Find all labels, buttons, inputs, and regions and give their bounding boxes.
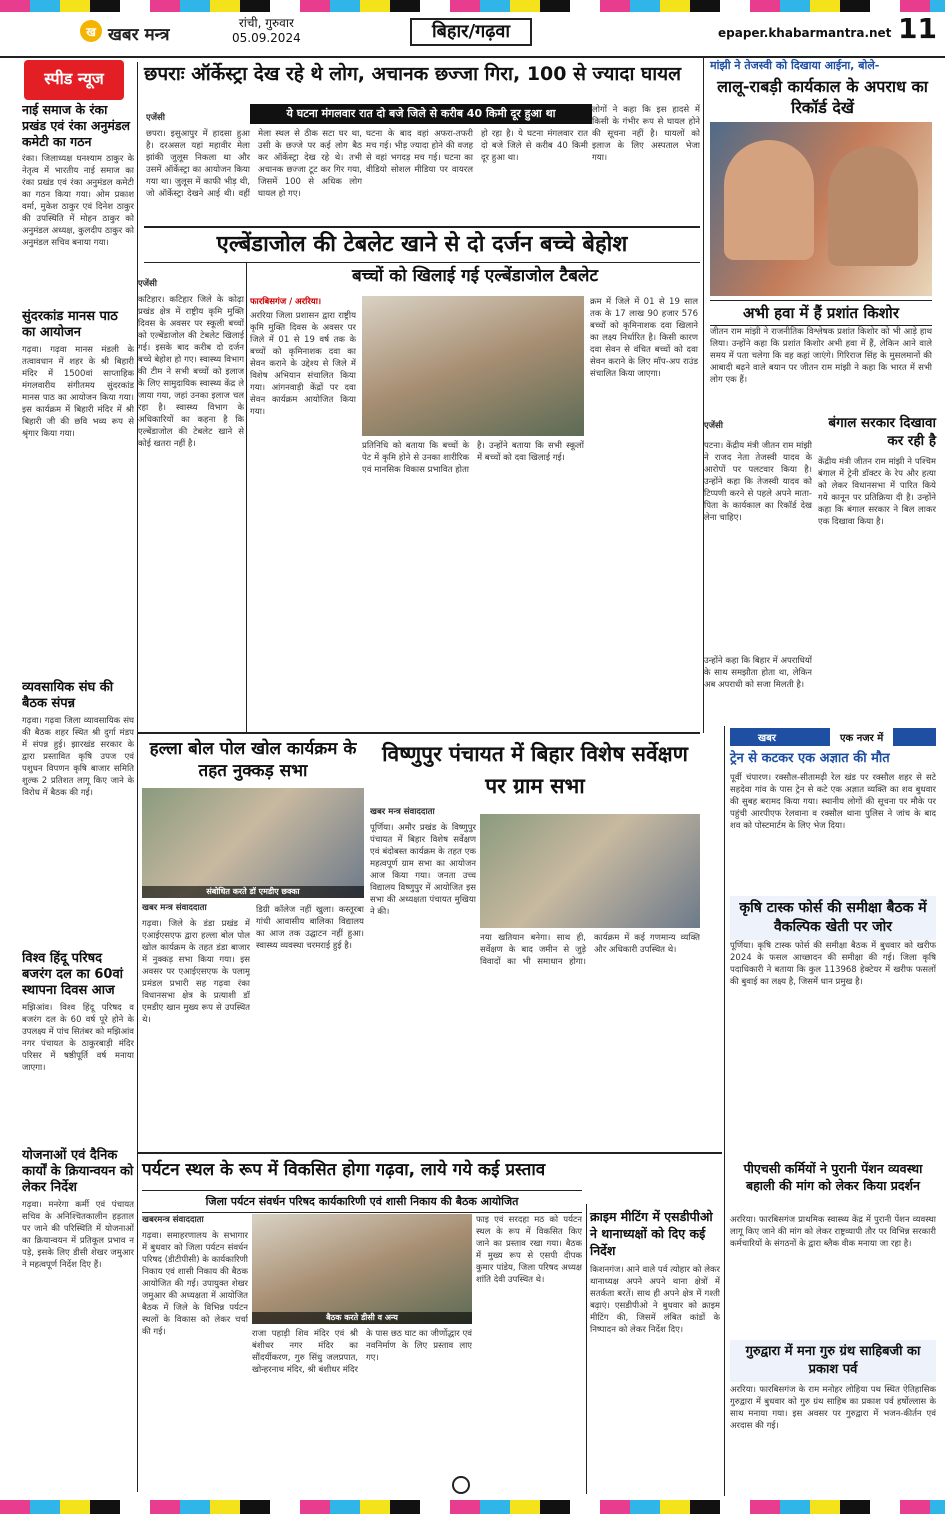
albendazole-dateline: एजेंसी <box>138 279 157 289</box>
halla-body: गढ़वा। जिले के डंडा प्रखंड में एआईएसएफ द्वारा हल्ला बोल पोल खोल कार्यक्रम के तहत डंडा बाजार में नुक्कड़ सभा किया गया। इस अवसर पर एआईएसएफ के पलामू प्रमंडल प्रभारी सह गढ़वा रंका विधानसभा क्षेत्र के प्रत्याशी डॉ एमडीए खान मुख्य रूप से उपस्थित थे। <box>142 919 250 1025</box>
tourism-body-3: फाइ एवं सरदहा मठ को पर्यटन स्थल के रूप में विकसित किए जाने का प्रस्ताव रखा गया। बैठक में मुख्य रूप से एसपी दीपक कुमार पांडेय, जिला परिषद अध्यक्ष शांति देवी उपस्थित थे। <box>476 1215 582 1285</box>
gurudwara-headline: गुरुद्वारा में मना गुरु ग्रंथ साहिबजी का प्रकाश पर्व <box>730 1340 936 1382</box>
bengal-headline: बंगाल सरकार दिखावा कर रही है <box>828 415 936 449</box>
tejashwi-portrait <box>724 140 814 260</box>
araria-dateline: फारबिसगंज / अररिया। <box>250 297 322 307</box>
page-header <box>0 12 945 58</box>
date: 05.09.2024 <box>232 31 301 45</box>
albendazole-headline: एल्बेंडाजोल की टेबलेट खाने से दो दर्जन बच्चे बेहोश <box>144 226 700 263</box>
bengal-body: केंद्रीय मंत्री जीतन राम मांझी ने पश्चिम बंगाल में ट्रेनी डॉक्टर के रेप और हत्या को लेकर विधानसभा में पारित किये गये कानून पर प्रतिक्रिया दी है। उन्होंने कहा कि बंगाल सरकार ने बिल लाकर एक दिखावा किया है। <box>818 457 936 527</box>
crime-headline: क्राइम मीटिंग में एसडीपीओ ने थानाध्यक्षों को दिए कई निर्देश <box>590 1209 713 1258</box>
manjhi-body-2: पटना। केंद्रीय मंत्री जीतन राम मांझी ने राजद नेता तेजस्वी यादव के आरोपों पर पलटवार किया है। उन्होंने कहा कि तेजस्वी यादव को टिप्पणी करने से पहले अपने माता-पिता के कार्यकाल का रिकॉर्ड देख लेना चाहिए। <box>704 441 812 523</box>
right-rule-2 <box>724 726 725 1496</box>
date-line <box>232 16 301 46</box>
halla-body-2: डिग्री कॉलेज नहीं खुला। कस्तूरबा गांधी आवासीय बालिका विद्यालय का आज तक उद्घाटन नहीं हुआ। स्वास्थ्य व्यवस्था चरमराई हुई है। <box>256 905 364 951</box>
chhapra-body-1: छपरा। इसुआपुर में हादसा हुआ है। दरअसल यहां महावीर मेला झांकी जुलूस निकला था और उसमें ऑर्केस्ट्रा का आयोजन किया गया था। जुलूस में काफी भीड़ थी, जो ऑर्केस्ट्रा देखने आई थी। वहीं मेला स्थल से ठीक सटा घर था, उसी के छज्जे पर कई लोग बैठ कर ऑर्केस्ट्रा देख रहे थे। तभी अचानक छज्जा टूट कर गिर गया, जिसमें 100 से अधिक लोग घायल हो गए। <box>146 129 362 199</box>
right-rule <box>703 58 704 733</box>
vyavsayik-body: गढ़वा। गढ़वा जिला व्यावसायिक संघ की बैठक शहर स्थित श्री दुर्गा मंडप में संपन्न हुई। झारखंड सरकार के द्वारा प्रस्तावित कृषि उपज एवं पशुधन विपणन कृषि बाजार समिति शुल्क 2 प्रतिशत लागू किए जाने के विरोध में बैठक की गई। <box>22 716 134 798</box>
vishnupur-body: पूर्णिया। अमौर प्रखंड के विष्णुपुर पंचायत में बिहार विशेष सर्वेक्षण एवं बंदोबस्त कार्यक्रम के तहत एक महत्वपूर्ण ग्राम सभा का आयोजन आज किया गया। जनता उच्च विद्यालय विष्णुपुर में आयोजित इस सभा की अध्यक्षता पंचायत मुखिया ने की। <box>370 823 476 917</box>
left-column <box>22 102 134 1497</box>
vyavsayik-headline: व्यवसायिक संघ की बैठक संपन्न <box>22 680 114 711</box>
araria-body: अररिया जिला प्रशासन द्वारा राष्ट्रीय कृमि मुक्ति दिवस के अवसर पर जिले में 01 से 19 वर्ष तक के बच्चों को कृमिनाशक दवा का सेवन कराने के उद्देश्य से जिले में विशेष अभियान संचालित किया गया। आंगनवाड़ी केंद्रों पर दवा सेवन कार्यक्रम आयोजित किया गया। <box>250 311 356 417</box>
manjhi-portrait <box>828 146 918 266</box>
tourism-rule <box>138 1152 722 1154</box>
column-rule <box>137 62 138 1492</box>
pension-headline: पीएचसी कर्मियों ने पुरानी पेंशन व्यवस्था बहाली की मांग को लेकर किया प्रदर्शन <box>743 1161 923 1193</box>
ek-nazar-khabar: खबर <box>758 733 776 744</box>
train-body: पूर्वी चंपारण। रक्सौल-सीतामढ़ी रेल खंड पर रक्सौल शहर से सटे सहदेवा गांव के पास ट्रेन से कटे एक अज्ञात व्यक्ति का शव बुधवार की सुबह बरामद किया गया। स्थानीय लोगों की सूचना पर मौके पर पहुंची आरपीएफ रेलवाना व रक्सौल थाना पुलिस ने जांच के बाद शव को पोस्टमार्टम के लिए भेज दिया। <box>730 773 936 831</box>
manjhi-photo <box>710 122 932 296</box>
section-title: बिहार/गढ़वा <box>410 18 532 46</box>
col-rule-2 <box>246 262 247 732</box>
manjhi-body-3: उन्होंने कहा कि बिहार में अपराधियों के साथ समझौता होता था, लेकिन अब अपराधी को सजा मिलती है। <box>704 656 812 690</box>
nai-samaj-body: रंका। जिलाध्यक्ष घनश्याम ठाकुर के नेतृत्व में भारतीय नाई समाज का रंका प्रखंड एवं रंका अनुमंडल कमेटी का गठन किया गया। ओम प्रकाश वर्मा, मुकेश ठाकुर एवं दिनेश ठाकुर की उपस्थिति में मोहन ठाकुर को अनुमंडल अध्यक्ष, कुलदीप ठाकुर को अनुमंडल सचिव बनाया गया। <box>22 154 134 248</box>
city-day: रांची, गुरुवार <box>238 16 294 30</box>
brand-logo: ख <box>80 20 102 42</box>
brand-name: खबर मन्त्र <box>108 25 170 45</box>
manjhi-headline: लालू-राबड़ी कार्यकाल के अपराध का रिकॉर्ड देखें <box>717 77 928 117</box>
gurudwara-body: अररिया। फारबिसगंज के राम मनोहर लोहिया पथ स्थित ऐतिहासिक गुरुद्वारा में बुधवार को गुरु ग्रंथ साहिब का प्रकाश पर्व हर्षोल्लास के साथ मनाया गया। इस अवसर पर गुरुद्वारा में भजन-कीर्तन एवं अरदास की गई। <box>730 1385 936 1431</box>
tourism-body-2: राजा पहाड़ी शिव मंदिर एवं श्री बंशीधर नगर मंदिर का सौंदर्यीकरण, गुरु सिंधु जलप्रपात, खोन्हरनाथ मंदिर, श्री बंशीधर मंदिर के पास छठ घाट का जीर्णोद्धार एवं नवनिर्माण के लिए प्रस्ताव लाए गए। <box>252 1329 472 1375</box>
registration-bar-top <box>0 0 945 12</box>
tourism-strap: जिला पर्यटन संवर्धन परिषद कार्यकारिणी एवं शासी निकाय की बैठक आयोजित <box>142 1190 582 1213</box>
ek-nazar-label: एक नजर में <box>830 728 893 746</box>
albendazole-body: कटिहार। कटिहार जिले के कोढ़ा प्रखंड क्षेत्र में राष्ट्रीय कृमि मुक्ति दिवस के अवसर पर स्कूली बच्चों को एल्बेंडाजोल की टेबलेट खिलाई गई। इसके बाद करीब दो दर्जन बच्चे बेहोश हो गए। स्वास्थ्य विभाग की टीम ने सभी बच्चों को इलाज के लिए सामुदायिक स्वास्थ्य केंद्र ले जाया गया, जहां उनका इलाज चल रहा है। स्वास्थ्य विभाग के अधिकारियों का कहना है कि एल्बेंडाजोल की टेबलेट खाने से कोई खतरा नहीं है। <box>138 295 244 449</box>
yojana-headline: योजनाओं एवं दैनिक कार्यों के क्रियान्वयन को लेकर निर्देश <box>22 1148 134 1195</box>
araria-headline: बच्चों को खिलाई गई एल्बेंडाजोल टैबलेट <box>351 266 599 286</box>
tourism-headline: पर्यटन स्थल के रूप में विकसित होगा गढ़वा, लाये गये कई प्रस्ताव <box>142 1160 546 1180</box>
vhp-body: मझिआंव। विश्व हिंदू परिषद व बजरंग दल के 60 वर्ष पूरे होने के उपलक्ष्य में पांच सितंबर को मझिआंव नगर पंचायत के ठाकुरबाड़ी मंदिर परिसर में षष्ठीपूर्ति वर्ष मनाया जाएगा। <box>22 1003 134 1073</box>
ek-nazar-banner <box>730 728 936 746</box>
tourism-photo <box>252 1214 472 1324</box>
vishnupur-photo <box>480 814 700 928</box>
vishnupur-dateline: खबर मन्त्र संवाददाता <box>370 807 435 817</box>
vishnupur-body-2: नया खतियान बनेगा। साथ ही, सर्वेक्षण के बाद जमीन से जुड़े विवादों का भी समाधान होगा। कार्यक्रम में कई गणमान्य व्यक्ति और अधिकारी उपस्थित थे। <box>480 933 700 967</box>
krishi-body: पूर्णिया। कृषि टास्क फोर्स की समीक्षा बैठक में बुधवार को खरीफ 2024 के फसल आच्छादन की समीक्षा की गई। जिला कृषि पदाधिकारी ने बताया कि कुल 113968 हेक्टेयर में खरीफ फसलों की बुवाई का लक्ष्य है, जिसमें धान प्रमुख है। <box>730 941 936 987</box>
crosshair-icon <box>452 1476 470 1494</box>
vhp-headline: विश्व हिंदू परिषद बजरंग दल का 60वां स्थापना दिवस आज <box>22 951 124 998</box>
registration-bar-bottom <box>0 1500 945 1514</box>
chhapra-strap: ये घटना मंगलवार रात दो बजे जिले से करीब 40 किमी दूर हुआ था <box>250 104 592 124</box>
vishnupur-headline: विष्णुपुर पंचायत में बिहार विशेष सर्वेक्षण पर ग्राम सभा <box>382 742 688 798</box>
chhapra-body-2: घटना के बाद वहां अफरा-तफरी मच गई। भीड़ ज्यादा होने की वजह से वहां भगदड़ मच गई। घटना का वीडियो सोशल मीडिया पर वायरल हो रहा है। ये घटना मंगलवार रात दो बजे जिले से करीब 40 किमी दूर हुआ था। <box>366 129 588 175</box>
crime-body: किशनगंज। आने वाले पर्व त्योहार को लेकर थानाध्यक्ष अपने अपने थाना क्षेत्रों में सतर्कता बरतें। साथ ही अपने क्षेत्र में गश्ती बढ़ाएं। एसडीपीओ ने बुधवार को क्राइम मीटिंग की, जिसमें लंबित कांडों के निष्पादन को लेकर निर्देश दिए। <box>590 1265 720 1335</box>
halla-dateline: खबर मन्त्र संवाददाता <box>142 903 207 913</box>
sundarkand-body: गढ़वा। गढ़वा मानस मंडली के तत्वावधान में शहर के श्री बिहारी मंदिर में 1500वां साप्ताहिक मंगलवारीय संगीतमय सुंदरकांड मानस पाठ का आयोजन किया गया। इस कार्यक्रम में बिहारी मंदिर में श्री बिहारी जी की छवि भव्य रूप से श्रृंगार किया गया। <box>22 345 134 439</box>
sundarkand-headline: सुंदरकांड मानस पाठ का आयोजन <box>22 309 118 340</box>
nai-samaj-headline: नाई समाज के रंका प्रखंड एवं रंका अनुमंडल कमेटी का गठन <box>22 102 131 149</box>
tourism-body: गढ़वा। समाहरणालय के सभागार में बुधवार को जिला पर्यटन संवर्धन परिषद (डीटीपीसी) के कार्यकारिणी निकाय एवं शासी निकाय की बैठक आयोजित की गई। उपायुक्त शेखर जमुआर की अध्यक्षता में आयोजित बैठक में जिले के विभिन्न पर्यटन स्थलों के विकास को लेकर चर्चा की गई। <box>142 1231 248 1337</box>
manjhi-body: जीतन राम मांझी ने राजनीतिक विश्लेषक प्रशांत किशोर को भी आड़े हाथ लिया। उन्होंने कहा कि प्रशांत किशोर अभी हवा में हैं, लेकिन आने वाले समय में पता चलेगा कि वह कहां जाएंगे। गिरिराज सिंह के मुसलमानों की आबादी बढ़ने वाले बयान पर जीतन राम मांझी ने कहा कि भारत में सभी लोग एक हैं। <box>710 327 932 385</box>
halla-photo <box>142 788 364 898</box>
albendazole-photo <box>362 296 584 436</box>
tourism-dateline: खबरमन्त्र संवाददाता <box>142 1215 204 1225</box>
chhapra-headline: छपराः ऑर्केस्ट्रा देख रहे थे लोग, अचानक छज्जा गिरा, 100 से ज्यादा घायल <box>144 63 682 85</box>
chhapra-dateline: एजेंसी <box>146 113 165 123</box>
araria-body-2: प्रतिनिधि को बताया कि बच्चों के पेट में कृमि होने से उनका शारीरिक एवं मानसिक विकास प्रभावित होता है। उन्होंने बताया कि सभी स्कूलों में बच्चों को दवा खिलाई गई। <box>362 441 584 475</box>
chhapra-body-3: लोगों ने कहा कि इस हादसे में किसी के गंभीर रूप से घायल होने की सूचना नहीं है। घायलों को इलाज के लिए अस्पताल भेजा गया। <box>592 105 700 163</box>
mid-rule <box>138 732 700 734</box>
araria-body-3: क्रम में जिले में 01 से 19 साल तक के 17 लाख 90 हजार 576 बच्चों को कृमिनाशक दवा खिलाने का लक्ष्य निर्धारित है। किसी कारण दवा सेवन से वंचित बच्चों को दवा सेवन कराने के लिए मॉप-अप राउंड संचालित किया जाएगा। <box>590 297 698 379</box>
halla-caption: संबोधित करते डॉ एमडीए छक्का <box>142 886 364 898</box>
speed-news-badge: स्पीड न्यूज <box>24 60 124 100</box>
crime-rule <box>586 1204 587 1494</box>
pension-body: अररिया। फारबिसगंज प्राथमिक स्वास्थ्य केंद्र में पुरानी पेंशन व्यवस्था लागू किए जाने की मांग को लेकर राष्ट्रव्यापी तौर पर विभिन्न सरकारी कर्मचारियों के संगठनों के द्वारा ब्लैक वीक मनाया जा रहा है। <box>730 1215 936 1249</box>
tourism-caption: बैठक करते डीसी व अन्य <box>252 1312 472 1324</box>
site-url[interactable]: epaper.khabarmantra.net <box>718 26 892 40</box>
krishi-headline: कृषि टास्क फोर्स की समीक्षा बैठक में वैकल्पिक खेती पर जोर <box>730 896 936 940</box>
manjhi-dateline: एजेंसी <box>704 421 723 431</box>
page-number: 11 <box>898 12 937 45</box>
halla-headline: हल्ला बोल पोल खोल कार्यक्रम के तहत नुक्कड़ सभा <box>149 739 357 781</box>
yojana-body: गढ़वा। मनरेगा कर्मी एवं पंचायत सचिव के अनिश्चितकालीन हड़ताल पर जाने की परिस्थिति में योजनाओं का क्रियान्वयन में प्रतिकूल प्रभाव न पड़े, इसके लिए डीसी शेखर जमुआर ने महत्वपूर्ण निर्देश दिए हैं। <box>22 1200 134 1270</box>
train-headline: ट्रेन से कटकर एक अज्ञात की मौत <box>730 751 890 766</box>
manjhi-sub-headline: अभी हवा में हैं प्रशांत किशोर <box>710 300 932 326</box>
manjhi-kicker: मांझी ने तेजस्वी को दिखाया आईना, बोले- <box>710 59 880 72</box>
